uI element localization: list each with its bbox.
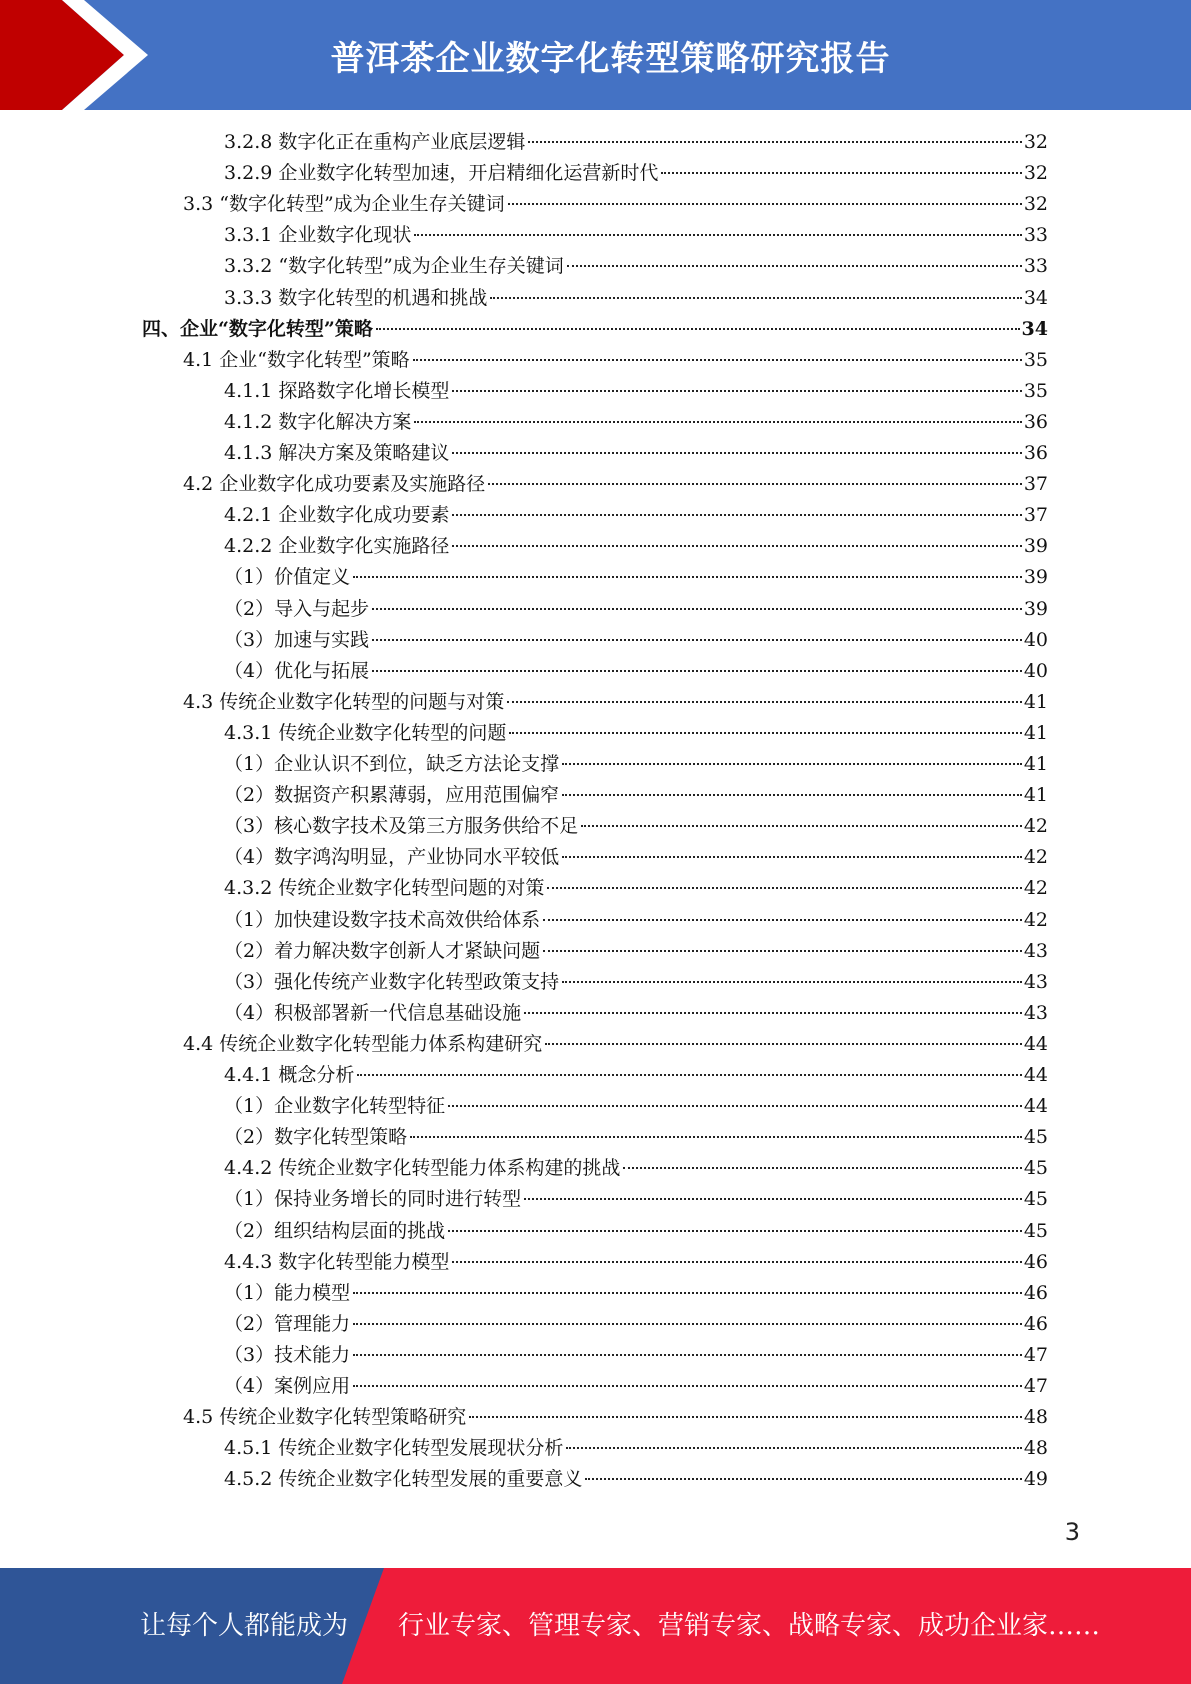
toc-entry-title: 4.2.2 企业数字化实施路径 — [224, 535, 450, 557]
toc-dot-leader — [562, 763, 1022, 765]
toc-dot-leader — [414, 421, 1021, 423]
toc-entry-page: 46 — [1023, 1282, 1048, 1304]
toc-dot-leader — [372, 608, 1022, 610]
toc-entry-page: 42 — [1023, 846, 1048, 868]
toc-entry-title: 4.3 传统企业数字化转型的问题与对策 — [183, 691, 505, 713]
toc-dot-leader — [508, 203, 1022, 205]
toc-dot-leader — [509, 732, 1021, 734]
toc-dot-leader — [410, 1136, 1022, 1138]
toc-entry-title: 4.1 企业“数字化转型”策略 — [183, 349, 410, 371]
toc-entry-title: （2）数据资产积累薄弱，应用范围偏窄 — [224, 784, 560, 806]
toc-entry-title: （1）价值定义 — [224, 566, 351, 588]
toc-entry-title: 四、企业“数字化转型”策略 — [142, 318, 373, 340]
toc-entry[interactable] — [224, 749, 1048, 779]
toc-entry[interactable] — [224, 1278, 1048, 1308]
toc-entry[interactable] — [224, 967, 1048, 997]
toc-dot-leader — [353, 1385, 1022, 1387]
toc-entry[interactable] — [224, 780, 1048, 810]
toc-entry[interactable] — [183, 1402, 1048, 1432]
toc-entry-title: （3）技术能力 — [224, 1344, 351, 1366]
toc-entry-page: 46 — [1023, 1251, 1048, 1273]
toc-entry[interactable] — [224, 656, 1048, 686]
toc-entry-title: 4.5 传统企业数字化转型策略研究 — [183, 1406, 467, 1428]
toc-dot-leader — [562, 794, 1022, 796]
toc-entry-title: （4）案例应用 — [224, 1375, 351, 1397]
toc-entry-page: 32 — [1023, 162, 1048, 184]
toc-entry-title: 4.4.1 概念分析 — [224, 1064, 355, 1086]
toc-entry-page: 42 — [1023, 815, 1048, 837]
toc-entry-page: 40 — [1023, 629, 1048, 651]
toc-entry[interactable] — [224, 251, 1048, 281]
toc-entry[interactable] — [224, 905, 1048, 935]
toc-entry[interactable] — [224, 562, 1048, 592]
toc-entry-page: 44 — [1023, 1064, 1048, 1086]
toc-entry-title: 4.3.2 传统企业数字化转型问题的对策 — [224, 877, 545, 899]
toc-entry-title: 4.4.2 传统企业数字化转型能力体系构建的挑战 — [224, 1157, 621, 1179]
toc-entry[interactable] — [224, 625, 1048, 655]
toc-entry[interactable] — [224, 1122, 1048, 1152]
toc-entry[interactable] — [224, 718, 1048, 748]
toc-entry[interactable] — [224, 407, 1048, 437]
toc-entry-title: （3）强化传统产业数字化转型政策支持 — [224, 971, 560, 993]
toc-entry-title: （2）导入与起步 — [224, 598, 370, 620]
toc-entry-page: 33 — [1023, 255, 1048, 277]
toc-entry-title: （1）加快建设数字技术高效供给体系 — [224, 909, 541, 931]
toc-dot-leader — [357, 1074, 1021, 1076]
toc-entry[interactable] — [183, 345, 1048, 375]
toc-entry-title: 4.1.1 探路数字化增长模型 — [224, 380, 450, 402]
toc-entry[interactable] — [142, 314, 1048, 344]
toc-dot-leader — [376, 328, 1020, 330]
toc-dot-leader — [545, 1043, 1022, 1045]
toc-entry-title: 4.4 传统企业数字化转型能力体系构建研究 — [183, 1033, 543, 1055]
toc-entry[interactable] — [224, 438, 1048, 468]
toc-dot-leader — [543, 919, 1022, 921]
toc-entry-title: 4.4.3 数字化转型能力模型 — [224, 1251, 450, 1273]
toc-entry-title: 3.2.8 数字化正在重构产业底层逻辑 — [224, 131, 526, 153]
toc-dot-leader — [448, 1105, 1022, 1107]
toc-entry-title: （4）积极部署新一代信息基础设施 — [224, 1002, 522, 1024]
toc-entry[interactable] — [224, 1060, 1048, 1090]
toc-entry[interactable] — [224, 1091, 1048, 1121]
toc-entry[interactable] — [224, 1309, 1048, 1339]
toc-entry[interactable] — [183, 469, 1048, 499]
toc-entry-title: （2）着力解决数字创新人才紧缺问题 — [224, 940, 541, 962]
toc-dot-leader — [567, 265, 1022, 267]
toc-dot-leader — [528, 141, 1021, 143]
toc-entry-page: 43 — [1023, 940, 1048, 962]
toc-entry-title: （2）管理能力 — [224, 1313, 351, 1335]
toc-dot-leader — [524, 1012, 1022, 1014]
toc-entry-page: 37 — [1023, 504, 1048, 526]
toc-entry[interactable] — [183, 687, 1048, 717]
toc-entry-page: 45 — [1023, 1157, 1048, 1179]
toc-dot-leader — [661, 172, 1021, 174]
toc-entry-title: 3.3.2 “数字化转型”成为企业生存关键词 — [224, 255, 564, 277]
toc-dot-leader — [353, 1323, 1022, 1325]
toc-entry-page: 44 — [1023, 1095, 1048, 1117]
toc-dot-leader — [413, 359, 1022, 361]
toc-dot-leader — [452, 1261, 1021, 1263]
toc-entry-title: （3）核心数字技术及第三方服务供给不足 — [224, 815, 579, 837]
toc-entry[interactable] — [183, 1029, 1048, 1059]
toc-entry-page: 41 — [1023, 753, 1048, 775]
toc-entry-title: （2）数字化转型策略 — [224, 1126, 408, 1148]
toc-entry-page: 46 — [1023, 1313, 1048, 1335]
toc-dot-leader — [566, 1447, 1021, 1449]
toc-entry[interactable] — [183, 189, 1048, 219]
toc-dot-leader — [353, 1292, 1022, 1294]
toc-dot-leader — [524, 1198, 1022, 1200]
toc-dot-leader — [353, 1354, 1022, 1356]
toc-entry-title: （3）加速与实践 — [224, 629, 370, 651]
toc-dot-leader — [562, 856, 1022, 858]
toc-entry[interactable] — [224, 811, 1048, 841]
toc-dot-leader — [543, 950, 1022, 952]
toc-entry-page: 37 — [1023, 473, 1048, 495]
toc-dot-leader — [581, 825, 1022, 827]
toc-entry-title: 4.5.1 传统企业数字化转型发展现状分析 — [224, 1437, 564, 1459]
toc-entry-title: 3.2.9 企业数字化转型加速，开启精细化运营新时代 — [224, 162, 659, 184]
toc-dot-leader — [452, 514, 1021, 516]
toc-entry[interactable] — [224, 594, 1048, 624]
toc-entry-page: 42 — [1023, 877, 1048, 899]
toc-dot-leader — [372, 639, 1022, 641]
toc-entry-title: （2）组织结构层面的挑战 — [224, 1220, 446, 1242]
toc-entry-title: 3.3 “数字化转型”成为企业生存关键词 — [183, 193, 505, 215]
toc-entry-page: 36 — [1023, 411, 1048, 433]
toc-entry[interactable] — [224, 1184, 1048, 1214]
toc-entry-page: 49 — [1023, 1468, 1048, 1490]
toc-entry[interactable] — [224, 842, 1048, 872]
toc-dot-leader — [452, 545, 1021, 547]
page-header — [0, 0, 1191, 110]
toc-entry-page: 47 — [1023, 1375, 1048, 1397]
toc-entry[interactable] — [224, 936, 1048, 966]
toc-entry-page: 40 — [1023, 660, 1048, 682]
toc-entry-page: 33 — [1023, 224, 1048, 246]
toc-entry-page: 34 — [1023, 287, 1048, 309]
toc-entry-page: 41 — [1023, 784, 1048, 806]
toc-entry-page: 39 — [1023, 535, 1048, 557]
toc-dot-leader — [414, 234, 1021, 236]
toc-dot-leader — [488, 483, 1022, 485]
toc-entry-title: 4.5.2 传统企业数字化转型发展的重要意义 — [224, 1468, 583, 1490]
toc-entry-title: 4.2.1 企业数字化成功要素 — [224, 504, 450, 526]
toc-entry[interactable] — [224, 1371, 1048, 1401]
toc-entry-page: 35 — [1023, 380, 1048, 402]
toc-entry-page: 43 — [1023, 1002, 1048, 1024]
toc-entry-page: 39 — [1023, 598, 1048, 620]
toc-entry[interactable] — [224, 158, 1048, 188]
toc-entry-page: 35 — [1023, 349, 1048, 371]
toc-entry-page: 32 — [1023, 131, 1048, 153]
toc-dot-leader — [452, 452, 1021, 454]
toc-entry[interactable] — [224, 500, 1048, 530]
page-number: 3 — [1064, 1518, 1080, 1546]
toc-entry-title: 4.1.3 解决方案及策略建议 — [224, 442, 450, 464]
toc-entry-page: 43 — [1023, 971, 1048, 993]
toc-entry-title: （4）优化与拓展 — [224, 660, 370, 682]
toc-entry[interactable] — [224, 998, 1048, 1028]
toc-entry-title: 4.2 企业数字化成功要素及实施路径 — [183, 473, 486, 495]
footer-slogan-left: 让每个人都能成为 — [140, 1611, 349, 1641]
toc-entry-page: 48 — [1023, 1406, 1048, 1428]
toc-entry-page: 45 — [1023, 1220, 1048, 1242]
toc-entry-title: 4.3.1 传统企业数字化转型的问题 — [224, 722, 507, 744]
toc-entry-page: 48 — [1023, 1437, 1048, 1459]
toc-dot-leader — [372, 670, 1022, 672]
footer-slogan-right: 行业专家、管理专家、营销专家、战略专家、成功企业家…… — [398, 1611, 1101, 1641]
toc-entry-page: 32 — [1023, 193, 1048, 215]
toc-dot-leader — [547, 887, 1021, 889]
page-footer — [0, 1568, 1191, 1684]
toc-entry-title: （1）企业数字化转型特征 — [224, 1095, 446, 1117]
toc-entry-page: 47 — [1023, 1344, 1048, 1366]
toc-entry[interactable] — [224, 283, 1048, 313]
toc-entry-page: 44 — [1023, 1033, 1048, 1055]
toc-entry[interactable] — [224, 376, 1048, 406]
toc-dot-leader — [507, 701, 1022, 703]
toc-entry[interactable] — [224, 1216, 1048, 1246]
toc-entry[interactable] — [224, 127, 1048, 157]
toc-entry[interactable] — [224, 1340, 1048, 1370]
toc-entry-page: 45 — [1023, 1126, 1048, 1148]
toc-entry-page: 42 — [1023, 909, 1048, 931]
toc-entry[interactable] — [224, 1464, 1048, 1494]
toc-dot-leader — [623, 1167, 1021, 1169]
toc-entry-page: 41 — [1023, 722, 1048, 744]
toc-entry[interactable] — [224, 1153, 1048, 1183]
toc-dot-leader — [585, 1478, 1021, 1480]
toc-entry-title: 3.3.3 数字化转型的机遇和挑战 — [224, 287, 488, 309]
toc-dot-leader — [469, 1416, 1022, 1418]
toc-entry-title: 4.1.2 数字化解决方案 — [224, 411, 412, 433]
toc-entry-page: 45 — [1023, 1188, 1048, 1210]
toc-dot-leader — [452, 390, 1021, 392]
toc-entry-title: （1）能力模型 — [224, 1282, 351, 1304]
toc-dot-leader — [448, 1230, 1022, 1232]
toc-entry[interactable] — [224, 1433, 1048, 1463]
toc-entry[interactable] — [224, 531, 1048, 561]
toc-dot-leader — [562, 981, 1022, 983]
toc-entry[interactable] — [224, 873, 1048, 903]
toc-entry-page: 41 — [1023, 691, 1048, 713]
toc-dot-leader — [353, 576, 1022, 578]
toc-entry-title: （4）数字鸿沟明显，产业协同水平较低 — [224, 846, 560, 868]
toc-entry-title: （1）保持业务增长的同时进行转型 — [224, 1188, 522, 1210]
toc-dot-leader — [490, 297, 1021, 299]
toc-entry-title: 3.3.1 企业数字化现状 — [224, 224, 412, 246]
toc-entry-title: （1）企业认识不到位，缺乏方法论支撑 — [224, 753, 560, 775]
toc-entry-page: 36 — [1023, 442, 1048, 464]
toc-entry[interactable] — [224, 220, 1048, 250]
toc-entry[interactable] — [224, 1247, 1048, 1277]
document-title: 普洱茶企业数字化转型策略研究报告 — [330, 38, 891, 79]
toc-entry-page: 34 — [1021, 318, 1048, 340]
toc-entry-page: 39 — [1023, 566, 1048, 588]
